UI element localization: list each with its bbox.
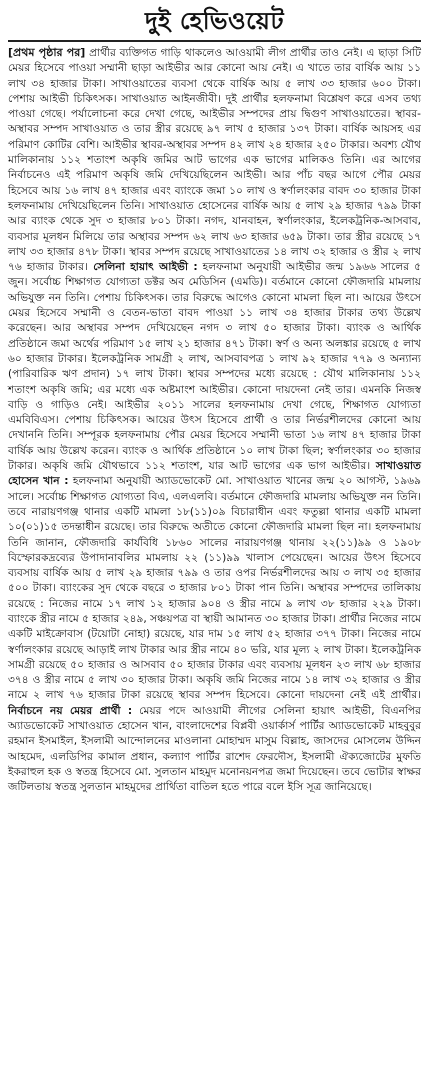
subhead-sakhawat: সাখাওয়াত হোসেন খান : xyxy=(8,460,421,488)
paragraph-ivy: হলফনামা অনুযায়ী আইভীর জন্ম ১৯৬৬ সালের ৫ জুন। সর্বোচ্চ শিক্ষাগত যোগ্যতা ডক্টর অব মেডিসিন (এমডি)। বর্তমানে কোনো ফৌজদারি মামলায় অভিযুক্ত নন তিনি। পেশায় চিকিৎসক। তার বিরুদ্ধে আগেও কোনো মামলা ছিল না। আয়ের উৎসে মেয়র হিসেবে সম্মানী ও বেতন-ভাতা বাবদ পাওয়া ১১ লাখ ৩৪ হাজার টাকার তথ্য উল্লেখ করেছেন। আর অস্থাবর সম্পদ দেখিয়েছেন নগদ ৩ লাখ ৫০ হাজার টাকা। ব্যাংক ও আর্থিক প্রতিষ্ঠানে জমা অর্থের পরিমাণ ১৫ লাখ ২১ হাজার ৪৭১ টাকা। স্বর্ণ ও অন্য অলঙ্কার রয়েছে ৫ লাখ ৬০ হাজার টাকার। ইলেকট্রনিক সামগ্রী ২ লাখ, আসবাবপত্র ১ লাখ ৯২ হাজার ৭৭৯ ও অন্যান্য (পারিবারিক ঋণ প্রদান) ১৭ লাখ টাকা। স্থাবর সম্পদের মধ্যে রয়েছে : যৌথ মালিকানায় ১১২ শতাংশ অকৃষি জমি; এর মধ্যে এক অষ্টমাংশ আইভীর। কোনো দায়দেনা নেই তার। এমনকি নিজস্ব বাড়ি ও গাড়িও নেই। আইভীর ২০১১ সালের হলফনামায় দেখা গেছে, শিক্ষাগত যোগ্যতা এমবিবিএস। পেশায় চিকিৎসক। আয়ের উৎস হিসেবে প্রার্থী ও তার নির্ভরশীলদের কোনো আয় দেখাননি তিনি। সম্পূরক হলফনামায় পৌর মেয়র হিসেবে সম্মানী ভাতা ১৬ লাখ ৪৭ হাজার টাকা বার্ষিক আয় উল্লেখ করেন। ব্যাংক ও আর্থিক প্রতিষ্ঠানে ১০ লাখ টাকা ছিল; স্বর্ণালংকার ৩০ হাজার টাকার। অকৃষি জমি যৌথভাবে ১১২ শতাংশ, যার আট ভাগের এক ভাগ আইভীর। xyxy=(8,261,421,473)
paragraph-candidates: মেয়র পদে আওয়ামী লীগের সেলিনা হায়াৎ আইভী, বিএনপির অ্যাডভোকেট সাখাওয়াত হোসেন খান, বাংলাদেশের বিপ্লবী ওয়ার্কার্স পার্টির অ্যাডভোকেট মাহবুবুর রহমান ইসমাইল, ইসলামী আন্দোলনের মাওলানা মোহাম্মদ মাসুম বিল্লাহ, জাসদের মোসলেম উদ্দিন আহমেদ, এলডিপির কামাল প্রধান, কল্যাণ পার্টির রাশেদ ফেরদৌস, ইসলামী ঐক্যজোটের মুফতি ইকরাহুল হক ও স্বতন্ত্র হিসেবে মো. সুলতান মাহমুদ মনোনয়নপত্র জমা দিয়েছেন। তবে ভোটার স্বাক্ষর জটিলতায় স্বতন্ত্র সুলতান মাহমুদের প্রার্থিতা বাতিল হতে পারে বলে ইসি সূত্র জানিয়েছে। xyxy=(8,704,422,794)
headline: দুই হেভিওয়েট xyxy=(144,7,285,35)
subhead-candidates: নির্বাচনে নয় মেয়র প্রার্থী : xyxy=(8,704,133,717)
continuation-kicker: [প্রথম পৃষ্ঠার পর] xyxy=(8,46,86,59)
headline-rule xyxy=(8,40,421,42)
article-body xyxy=(8,45,421,796)
paragraph-intro: প্রার্থীর ব্যক্তিগত গাড়ি থাকলেও আওয়ামী লীগ প্রার্থীর তাও নেই। এ ছাড়া সিটি মেয়র হিসেবে পাওয়া সম্মানী ছাড়া আইভীর আর কোনো আয় নেই। এ খাতে তার বার্ষিক আয় ১১ লাখ ৩৪ হাজার টাকা। সাখাওয়াতের ব্যবসা থেকে বার্ষিক আয় ৫ লাখ ৩৩ হাজার ৬০০ টাকা। পেশায় আইভী চিকিৎসক। সাখাওয়াত আইনজীবী। দুই প্রার্থীর হলফনামা বিশ্লেষণ করে এসব তথ্য পাওয়া গেছে। পর্যালোচনা করে দেখা গেছে, আইভীর সম্পদের প্রায় দ্বিগুণ সাখাওয়াতের। স্থাবর-অস্থাবর সম্পদ সাখাওয়াত ও তার স্ত্রীর রয়েছে ৯৭ লাখ ৫ হাজার ১৩৭ টাকা। বার্ষিক আয়সহ এর পরিমাণ কোটির বেশি। আইভীর স্থাবর-অস্থাবর সম্পদ ৪২ লাখ ২৪ হাজার ২৫০ টাকার। অবশ্য যৌথ মালিকানায় ১১২ শতাংশ অকৃষি জমির আট ভাগের এক ভাগের মালিকও তিনি। এর আগের নির্বাচনেও এই পরিমাণ অকৃষি জমি দেখিয়েছিলেন আইভী। আর পাঁচ বছর আগে পৌর মেয়র হিসেবে আয় ১৬ লাখ ৪৭ হাজার এবং ব্যাংকে জমা ১০ লাখ ও স্বর্ণালংকার বাবদ ৩০ হাজার টাকা হলফনামায় দেখিয়েছিলেন তিনি। সাখাওয়াত হোসেনের বার্ষিক আয় ৫ লাখ ২৯ হাজার ৭৯৯ টাকা আর ব্যাংক থেকে সুদ ৩ হাজার ৮০১ টাকা। নগদ, যানবাহন, স্বর্ণালংকার, ইলেকট্রনিক-আসবাব, ব্যবসার মূলধন মিলিয়ে তার অস্থাবর সম্পদ ৬২ লাখ ৬৩ হাজার ৬৫৯ টাকা। তার স্ত্রীর রয়েছে ১৭ লাখ ৩৩ হাজার ৪৭৮ টাকা। স্থাবর সম্পদ রয়েছে সাখাওয়াতের ১৪ লাখ ৩২ হাজার ও স্ত্রীর ২ লাখ ৭৬ হাজার টাকার। xyxy=(8,47,421,274)
subhead-ivy: সেলিনা হায়াৎ আইভী : xyxy=(87,261,198,274)
paragraph-sakhawat: হলফনামা অনুযায়ী অ্যাডভোকেট মো. সাখাওয়াত খানের জন্ম ২০ আগস্ট, ১৯৬৯ সালে। সর্বোচ্চ শিক্ষাগত যোগ্যতা বিএ, এলএলবি। বর্তমানে ফৌজদারি মামলায় অভিযুক্ত নন তিনি। তবে নারায়ণগঞ্জ থানার একটি মামলা ১৮(১১)০৯ বিচারাধীন এবং ফতুল্লা থানার একটি মামলা ১০(০১)১৫ তদন্তাধীন রয়েছে। তার বিরুদ্ধে অতীতে কোনো ফৌজদারি মামলা ছিল না। হলফনামায় তিনি জানান, ফৌজদারি কার্যবিধি ১৮৬০ সালের নারায়ণগঞ্জ থানায় ২২(১১)৯৯ ও ১৯০৮ বিস্ফোরকদ্রব্যের উপাদানাবলির মামলায় ২২ (১১)৯৯ খালাস পেয়েছেন। আয়ের উৎস হিসেবে ব্যবসায় বার্ষিক আয় ৫ লাখ ২৯ হাজার ৭৯৯ ও তার ওপর নির্ভরশীলদের আয় ৩ লাখ ৩৫ হাজার ৫০০ টাকা। ব্যাংকের সুদ থেকে বছরে ৩ হাজার ৮০১ টাকা পান তিনি। অস্থাবর সম্পদের তালিকায় রয়েছে : নিজের নামে ১৭ লাখ ১২ হাজার ৯০৪ ও স্ত্রীর নামে ৯ লাখ ৩৮ হাজার ২২৯ টাকা। ব্যাংকে স্ত্রীর নামে ৫ হাজার ২৪৯, সঞ্চয়পত্র বা স্থায়ী আমানত ৩০ হাজার টাকা। প্রার্থীর নিজের নামে একটি মাইক্রোবাস (টয়োটা নোহা) রয়েছে, যার দাম ১৫ লাখ ৫২ হাজার ৩৭৭ টাকা। নিজের নামে স্বর্ণালংকার রয়েছে আড়াই লাখ টাকার আর স্ত্রীর নামে ৪০ ভরি, যার মূল্য ২ লাখ টাকা। ইলেকট্রনিক সামগ্রী রয়েছে ৫০ হাজার ও আসবাব ৫০ হাজার টাকার এবং ব্যবসায় মূলধন ২৩ লাখ ৬৮ হাজার ৩৭৪ ও স্ত্রীর নামে ৫ লাখ ৩০ হাজার টাকা। অকৃষি জমি নিজের নামে ১৪ লাখ ৩২ হাজার ও স্ত্রীর নামে ২ লাখ ৭৬ হাজার টাকা রয়েছে স্থাবর সম্পদ হিসেবে। কোনো দায়দেনা নেই এই প্রার্থীর। xyxy=(8,475,421,702)
